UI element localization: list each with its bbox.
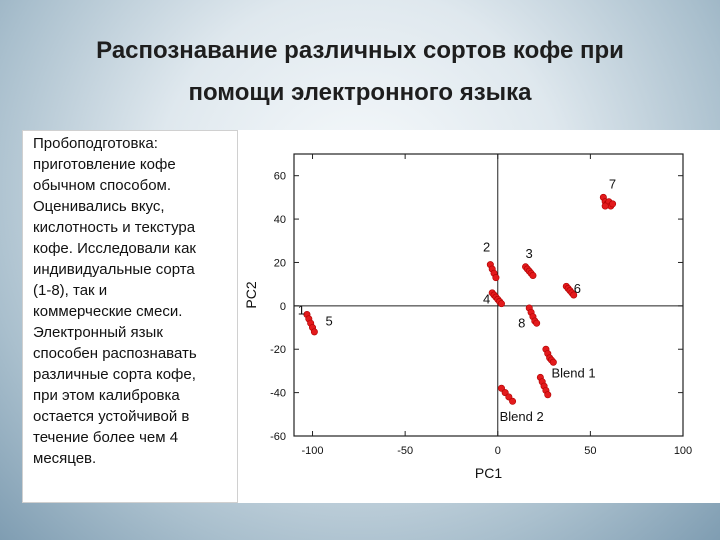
point-label: 6 bbox=[573, 280, 581, 296]
point-label: 7 bbox=[608, 176, 617, 192]
y-tick-label: 0 bbox=[279, 300, 286, 313]
point-label: 3 bbox=[525, 246, 533, 262]
data-point bbox=[493, 274, 499, 280]
text-panel bbox=[22, 130, 238, 503]
data-point bbox=[609, 201, 615, 207]
data-point bbox=[509, 398, 515, 404]
chart-panel bbox=[238, 130, 720, 503]
data-point bbox=[311, 329, 317, 335]
data-point bbox=[545, 392, 551, 398]
data-point bbox=[533, 320, 539, 326]
point-label: 5 bbox=[325, 313, 333, 329]
x-axis-label: PC1 bbox=[474, 465, 503, 481]
point-label: Blend 1 bbox=[551, 365, 596, 381]
data-point bbox=[602, 203, 608, 209]
x-tick-label: -100 bbox=[301, 445, 324, 457]
description-text: Пробоподготовка: приготовление кофе обычном способом. Оценивались вкус, кислотность и текстура кофе. Исследовали как индивидуальные сорта (1-8), так и коммерческие смеси. Электронный язык способен распознавать различные сорта кофе, при этом калибровка остается устойчивой в течение более чем 4 месяцев. bbox=[33, 135, 197, 467]
y-tick-label: -20 bbox=[270, 344, 286, 357]
point-label: 2 bbox=[482, 239, 491, 255]
y-tick-label: -60 bbox=[270, 431, 286, 443]
title-line-1: Распознавание различных сортов кофе при bbox=[96, 37, 624, 64]
y-tick-label: -40 bbox=[270, 387, 286, 400]
x-tick-label: -50 bbox=[397, 445, 414, 457]
point-label: 8 bbox=[518, 315, 526, 331]
y-tick-label: 60 bbox=[273, 170, 286, 183]
point-label: 4 bbox=[482, 291, 491, 307]
x-tick-label: 50 bbox=[584, 445, 597, 457]
pca-scatter-chart bbox=[238, 130, 720, 503]
y-axis-label: PC2 bbox=[243, 281, 259, 309]
data-point bbox=[530, 272, 536, 278]
x-tick-label: 100 bbox=[673, 445, 693, 457]
point-label: 1 bbox=[297, 302, 305, 318]
point-label: Blend 2 bbox=[499, 408, 544, 424]
slide-title bbox=[20, 30, 700, 114]
x-tick-label: 0 bbox=[494, 445, 501, 457]
data-point bbox=[498, 300, 504, 306]
title-line-2: помощи электронного языка bbox=[188, 79, 532, 106]
y-tick-label: 40 bbox=[273, 214, 286, 227]
y-tick-label: 20 bbox=[273, 257, 286, 270]
